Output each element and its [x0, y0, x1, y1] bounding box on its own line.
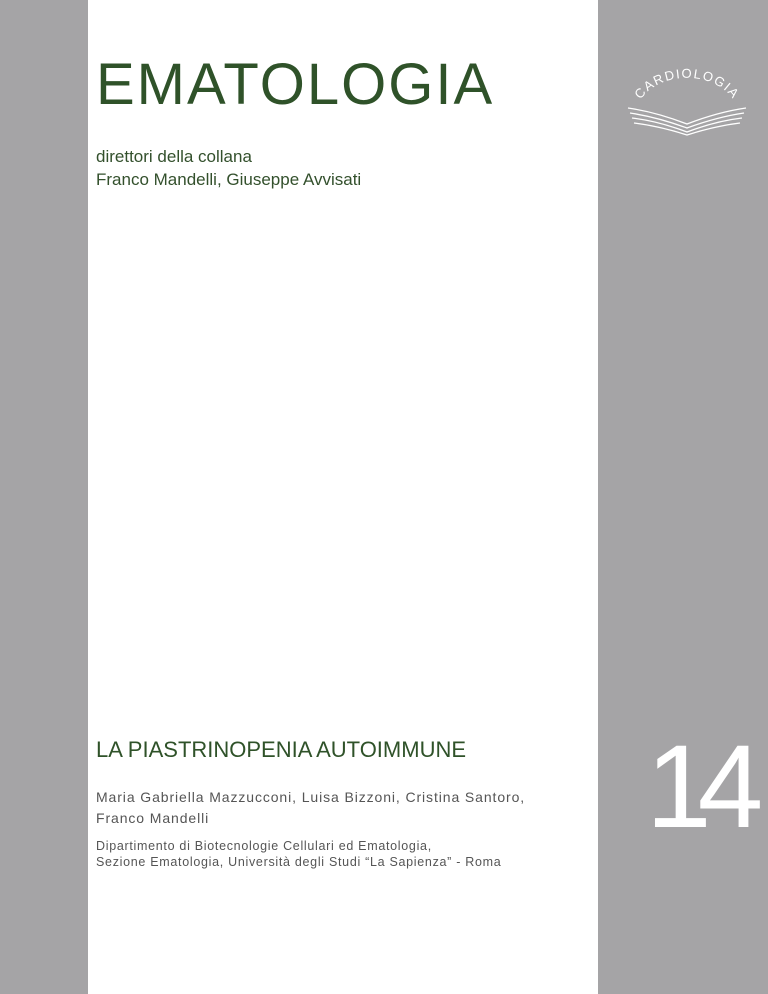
left-gray-band	[0, 0, 88, 994]
open-book-logo-icon	[622, 66, 752, 136]
logo-text: CARDIOLOGIA	[631, 66, 743, 102]
affiliation	[96, 838, 501, 870]
book-pages-lines	[628, 108, 746, 135]
series-title: EMATOLOGIA	[96, 52, 495, 117]
series-editors	[96, 145, 361, 191]
editors-names: Franco Mandelli, Giuseppe Avvisati	[96, 170, 362, 189]
affiliation-line-1: Dipartimento di Biotecnologie Cellulari ed Ematologia,	[96, 839, 432, 853]
volume-number: 14	[646, 721, 750, 853]
editors-label: direttori della collana	[96, 147, 252, 166]
authors	[96, 787, 525, 829]
authors-line-1: Maria Gabriella Mazzucconi, Luisa Bizzoni, Cristina Santoro,	[96, 789, 526, 805]
affiliation-line-2: Sezione Ematologia, Università degli Studi “La Sapienza” - Roma	[96, 855, 502, 869]
authors-line-2: Franco Mandelli	[96, 810, 210, 826]
book-title: LA PIASTRINOPENIA AUTOIMMUNE	[96, 737, 467, 762]
